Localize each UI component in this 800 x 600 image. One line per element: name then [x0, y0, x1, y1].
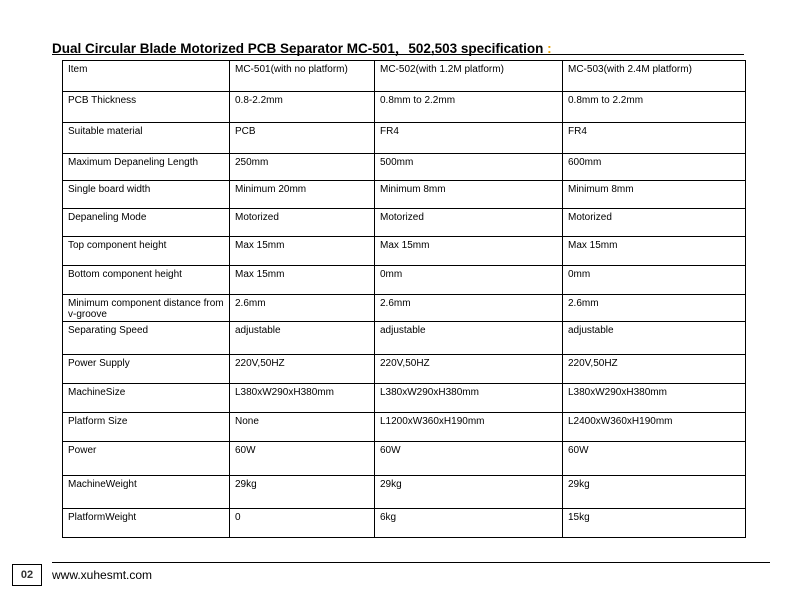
table-row [63, 355, 746, 384]
table-cell: 500mm [375, 154, 563, 181]
table-cell: Max 15mm [375, 237, 563, 266]
table-cell: 2.6mm [563, 295, 746, 322]
table-cell: Platform Size [63, 413, 230, 442]
footer-website: www.xuhesmt.com [52, 568, 153, 582]
table-cell: Power Supply [63, 355, 230, 384]
table-cell: 0mm [563, 266, 746, 295]
table-row [63, 92, 746, 123]
table-cell: Max 15mm [563, 237, 746, 266]
title-underline [52, 54, 744, 55]
table-cell: Minimum component distance from v-groove [63, 295, 230, 322]
table-cell: MachineWeight [63, 476, 230, 509]
table-cell: 250mm [230, 154, 375, 181]
table-cell: MC-502(with 1.2M platform) [375, 61, 563, 92]
table-cell: 220V,50HZ [375, 355, 563, 384]
table-cell: FR4 [375, 123, 563, 154]
table-cell: adjustable [375, 322, 563, 355]
table-cell: Motorized [230, 209, 375, 237]
footer-divider [52, 562, 770, 563]
table-cell: L380xW290xH380mm [563, 384, 746, 413]
table-cell: 0mm [375, 266, 563, 295]
table-cell: 29kg [375, 476, 563, 509]
table-cell: 220V,50HZ [563, 355, 746, 384]
table-cell: Maximum Depaneling Length [63, 154, 230, 181]
table-row [63, 154, 746, 181]
table-cell: 600mm [563, 154, 746, 181]
table-row [63, 209, 746, 237]
table-cell: Bottom component height [63, 266, 230, 295]
document-title-text: Dual Circular Blade Motorized PCB Separator MC-501，502,503 specification [52, 41, 544, 56]
table-cell: Minimum 8mm [375, 181, 563, 209]
table-cell: Minimum 20mm [230, 181, 375, 209]
table-cell: Single board width [63, 181, 230, 209]
table-cell: PCB [230, 123, 375, 154]
table-cell: Max 15mm [230, 266, 375, 295]
table-cell: L380xW290xH380mm [375, 384, 563, 413]
table-cell: 220V,50HZ [230, 355, 375, 384]
table-cell: 6kg [375, 509, 563, 538]
table-cell: 29kg [563, 476, 746, 509]
table-cell: Suitable material [63, 123, 230, 154]
table-cell: 60W [230, 442, 375, 476]
table-cell: 0 [230, 509, 375, 538]
table-row [63, 384, 746, 413]
table-cell: 60W [375, 442, 563, 476]
table-cell: Motorized [563, 209, 746, 237]
table-cell: 29kg [230, 476, 375, 509]
table-row [63, 322, 746, 355]
table-row [63, 123, 746, 154]
table-row [63, 476, 746, 509]
specification-table [62, 60, 746, 538]
table-cell: FR4 [563, 123, 746, 154]
table-cell: 2.6mm [230, 295, 375, 322]
table-cell: L380xW290xH380mm [230, 384, 375, 413]
table-cell: PCB Thickness [63, 92, 230, 123]
page-number: 02 [12, 564, 42, 586]
table-cell: 0.8-2.2mm [230, 92, 375, 123]
table-cell: MC-503(with 2.4M platform) [563, 61, 746, 92]
table-row [63, 509, 746, 538]
table-cell: 0.8mm to 2.2mm [563, 92, 746, 123]
table-cell: adjustable [563, 322, 746, 355]
table-cell: Item [63, 61, 230, 92]
table-cell: 2.6mm [375, 295, 563, 322]
table-cell: Minimum 8mm [563, 181, 746, 209]
table-cell: Separating Speed [63, 322, 230, 355]
table-cell: 0.8mm to 2.2mm [375, 92, 563, 123]
table-row [63, 181, 746, 209]
table-cell: None [230, 413, 375, 442]
table-cell: Depaneling Mode [63, 209, 230, 237]
table-row [63, 295, 746, 322]
table-cell: Power [63, 442, 230, 476]
title-colon: : [543, 41, 552, 56]
table-row [63, 413, 746, 442]
table-cell: L2400xW360xH190mm [563, 413, 746, 442]
table-cell: PlatformWeight [63, 509, 230, 538]
table-cell: 15kg [563, 509, 746, 538]
table-cell: MC-501(with no platform) [230, 61, 375, 92]
table-cell: Max 15mm [230, 237, 375, 266]
table-cell: adjustable [230, 322, 375, 355]
table-cell: 60W [563, 442, 746, 476]
table-row [63, 237, 746, 266]
table-cell: MachineSize [63, 384, 230, 413]
table-cell: L1200xW360xH190mm [375, 413, 563, 442]
table-cell: Motorized [375, 209, 563, 237]
table-row [63, 266, 746, 295]
table-cell: Top component height [63, 237, 230, 266]
table-row [63, 61, 746, 92]
table-row [63, 442, 746, 476]
